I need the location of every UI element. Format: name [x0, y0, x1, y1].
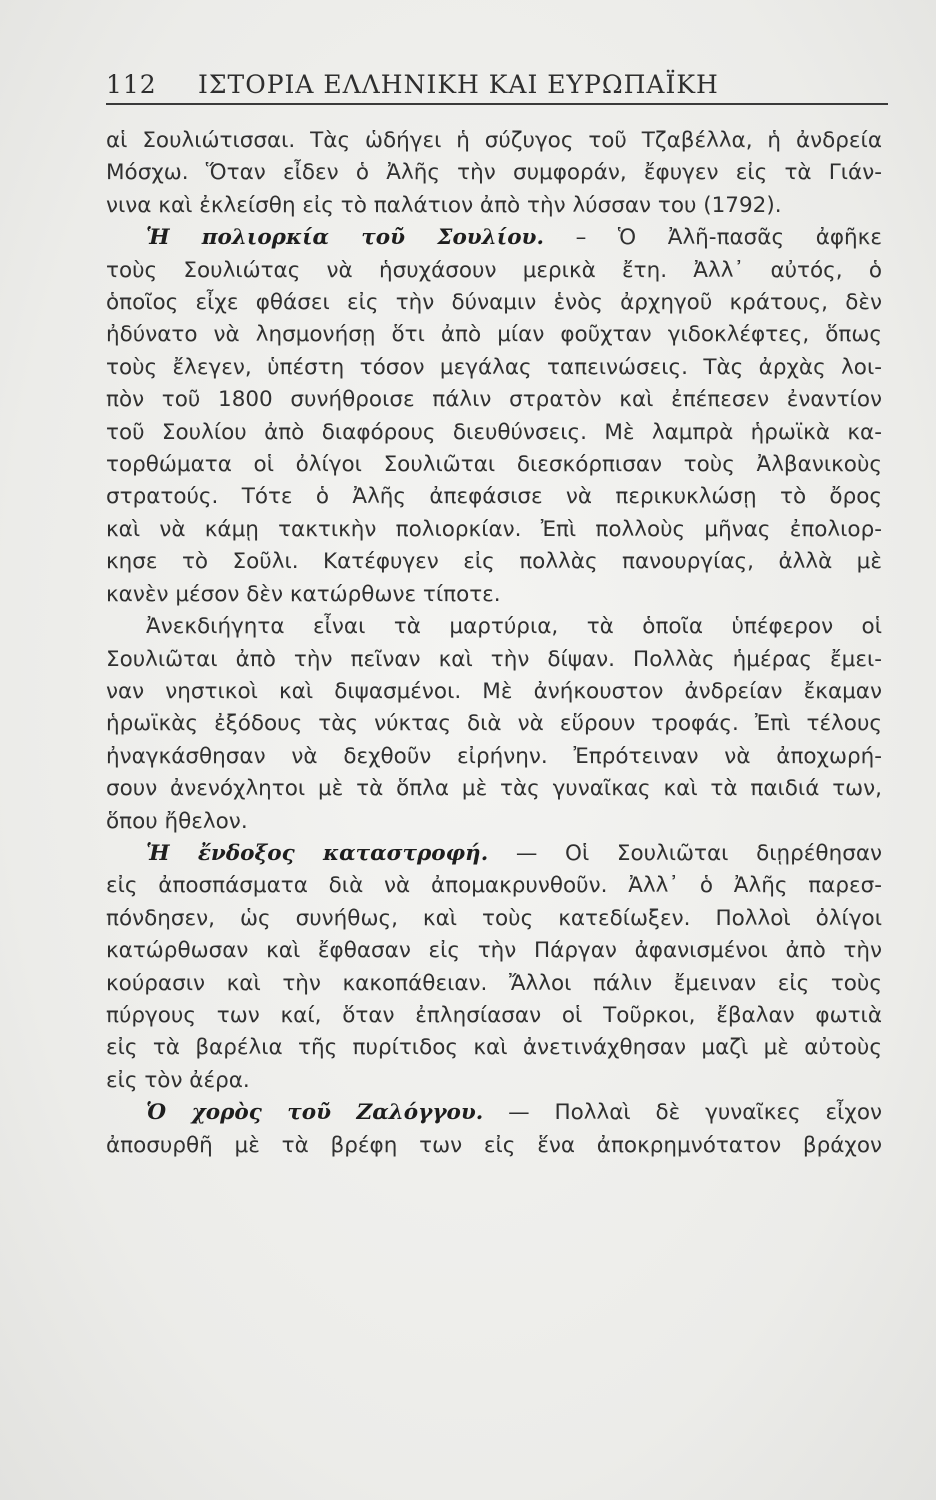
section-heading: Ἡ ἔνδοξος καταστροφή. [146, 840, 489, 866]
line-text: πύργους των καί, ὅταν ἐπλησίασαν οἱ Τοῦρκοι, ἔβαλαν φωτιὰ [106, 1002, 882, 1028]
line-text: Ἀνεκδιήγητα εἶναι τὰ μαρτύρια, τὰ ὁποῖα ὑπέφερον οἱ [146, 614, 882, 640]
text-line [106, 157, 882, 189]
line-text: τοὺς ἔλεγεν, ὑπέστη τόσον μεγάλας ταπεινώσεις. Τὰς ἀρχὰς λοι- [106, 354, 882, 380]
line-text: ὅπου ἤθελον. [106, 808, 248, 834]
text-line [106, 611, 882, 643]
page-header [106, 70, 888, 105]
text-line [106, 546, 882, 578]
text-line [106, 255, 882, 287]
text-line [106, 773, 882, 805]
text-line [106, 838, 882, 870]
section-heading: Ὁ χορὸς τοῦ Ζαλόγγου. [146, 1100, 484, 1126]
text-line [106, 870, 882, 902]
text-line [106, 352, 882, 384]
text-line [106, 935, 882, 967]
line-text: πόνδησεν, ὡς συνήθως, καὶ τοὺς κατεδίωξεν. Πολλοὶ ὀλίγοι [106, 905, 882, 931]
text-line [106, 741, 882, 773]
line-text: πὸν τοῦ 1800 συνήθροισε πάλιν στρατὸν καὶ ἐπέπεσεν ἐναντίον [106, 387, 882, 413]
text-line [106, 708, 882, 740]
text-line [106, 1130, 882, 1162]
text-line [106, 1032, 882, 1064]
line-text: Σουλιῶται ἀπὸ τὴν πεῖναν καὶ τὴν δίψαν. Πολλὰς ἡμέρας ἔμει- [106, 646, 882, 672]
body-text [106, 125, 882, 1162]
text-line [106, 676, 882, 708]
text-line [106, 287, 882, 319]
line-text: ἠδύνατο νὰ λησμονήσῃ ὅτι ἀπὸ μίαν φοῦχταν γιδοκλέφτες, ὅπως [106, 322, 882, 348]
text-line [106, 125, 882, 157]
line-text: κούρασιν καὶ τὴν κακοπάθειαν. Ἄλλοι πάλιν ἔμειναν εἰς τοὺς [106, 970, 882, 996]
text-line [106, 449, 882, 481]
text-line [106, 1065, 882, 1097]
line-text: εἰς τὸν ἀέρα. [106, 1067, 250, 1093]
line-text: Μόσχω. Ὅταν εἶδεν ὁ Ἀλῆς τὴν συμφοράν, ἔφυγεν εἰς τὰ Γιάν- [106, 160, 882, 186]
line-text: αἱ Σουλιώτισσαι. Τὰς ὡδήγει ἡ σύζυγος τοῦ Τζαβέλλα, ἡ ἀνδρεία [106, 128, 882, 153]
line-text: τορθώματα οἱ ὀλίγοι Σουλιῶται διεσκόρπισαν τοὺς Ἀλβανικοὺς [106, 452, 882, 478]
text-line [106, 384, 882, 416]
text-line [106, 417, 882, 449]
text-line [106, 579, 882, 611]
line-text: σουν ἀνενόχλητοι μὲ τὰ ὅπλα μὲ τὰς γυναῖκας καὶ τὰ παιδιά των, [106, 776, 882, 802]
text-line [106, 903, 882, 935]
line-text: τοῦ Σουλίου ἀπὸ διαφόρους διευθύνσεις. Μὲ λαμπρὰ ἡρωϊκὰ κα- [106, 419, 882, 445]
page-number: 112 [106, 70, 157, 99]
line-text: τοὺς Σουλιώτας νὰ ἡσυχάσουν μερικὰ ἔτη. Ἀλλ᾽ αὐτός, ὁ [106, 257, 882, 283]
line-text: — Οἱ Σουλιῶται διῃρέθησαν [515, 840, 883, 866]
line-text: κησε τὸ Σοῦλι. Κατέφυγεν εἰς πολλὰς πανουργίας, ἀλλὰ μὲ [106, 549, 882, 575]
line-text: – Ὁ Ἀλῆ-πασᾶς ἀφῆκε [575, 225, 882, 251]
section-heading: Ἡ πολιορκία τοῦ Σουλίου. [146, 225, 544, 251]
line-text: ναν νηστικοὶ καὶ διψασμένοι. Μὲ ἀνήκουστον ἀνδρείαν ἔκαμαν [106, 678, 882, 704]
text-line [106, 222, 882, 254]
line-text: στρατούς. Τότε ὁ Ἀλῆς ἀπεφάσισε νὰ περικυκλώσῃ τὸ ὄρος [106, 484, 882, 510]
text-line [106, 481, 882, 513]
text-line [106, 1000, 882, 1032]
line-text: ἡρωϊκὰς ἐξόδους τὰς νύκτας διὰ νὰ εὕρουν τροφάς. Ἐπὶ τέλους [106, 711, 882, 737]
line-text: ἀποσυρθῆ μὲ τὰ βρέφη των εἰς ἕνα ἀποκρημνότατον βράχον [106, 1132, 882, 1158]
line-text: — Πολλαὶ δὲ γυναῖκες εἶχον [508, 1100, 882, 1126]
text-line [106, 644, 882, 676]
text-line [106, 806, 882, 838]
text-line [106, 514, 882, 546]
line-text: εἰς ἀποσπάσματα διὰ νὰ ἀπομακρυνθοῦν. Ἀλλ᾽ ὁ Ἀλῆς παρεσ- [106, 873, 882, 899]
line-text: καὶ νὰ κάμῃ τακτικὴν πολιορκίαν. Ἐπὶ πολλοὺς μῆνας ἐπολιορ- [106, 516, 882, 542]
line-text: κατώρθωσαν καὶ ἔφθασαν εἰς τὴν Πάργαν ἀφανισμένοι ἀπὸ τὴν [106, 938, 882, 964]
line-text: κανὲν μέσον δὲν κατώρθωνε τίποτε. [106, 581, 501, 607]
line-text: ἠναγκάσθησαν νὰ δεχθοῦν εἰρήνην. Ἐπρότειναν νὰ ἀποχωρή- [106, 743, 882, 769]
text-line [106, 968, 882, 1000]
text-line [106, 1097, 882, 1129]
text-line [106, 190, 882, 222]
line-text: εἰς τὰ βαρέλια τῆς πυρίτιδος καὶ ἀνετινάχθησαν μαζὶ μὲ αὐτοὺς [106, 1035, 882, 1061]
line-text: ὁποῖος εἶχε φθάσει εἰς τὴν δύναμιν ἑνὸς ἀρχηγοῦ κράτους, δὲν [106, 290, 882, 316]
running-title: ΙΣΤΟΡΙΑ ΕΛΛΗΝΙΚΗ ΚΑΙ ΕΥΡΩΠΑΪΚΗ [198, 70, 719, 99]
text-line [106, 319, 882, 351]
line-text: νινα καὶ ἐκλείσθη εἰς τὸ παλάτιον ἀπὸ τὴν λύσσαν του (1792). [106, 192, 782, 218]
